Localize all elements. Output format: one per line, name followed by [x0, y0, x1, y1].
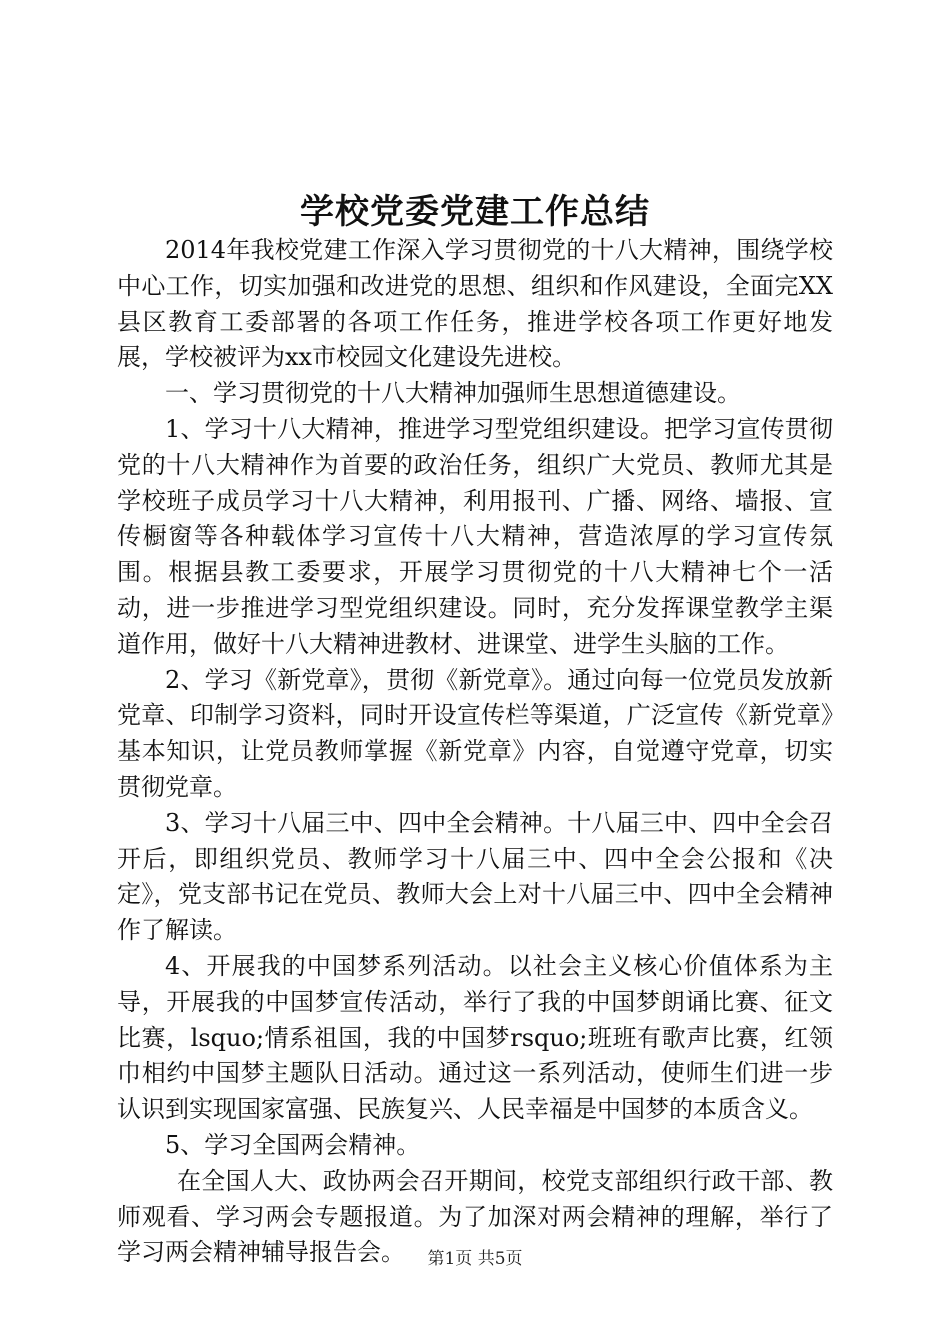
paragraph-item-5-detail: 在全国人大、政协两会召开期间，校党支部组织行政干部、教师观看、学习两会专题报道。为了加深对两会精神的理解，举行了学习两会精神辅导报告会。: [117, 1166, 833, 1267]
paragraph-item-5: 5、学习全国两会精神。: [165, 1130, 421, 1159]
page-number-footer: 第1页 共5页: [427, 1249, 523, 1269]
document-title: 学校党委党建工作总结: [300, 192, 650, 232]
paragraph-item-3: 3、学习十八届三中、四中全会精神。十八届三中、四中全会召开后，即组织党员、教师学习十八届三中、四中全会公报和《决定》，党支部书记在党员、教师大会上对十八届三中、四中全会精神作了解读。: [117, 808, 833, 945]
paragraph-item-2: 2、学习《新党章》，贯彻《新党章》。通过向每一位党员发放新党章、印制学习资料，同时开设宣传栏等渠道，广泛宣传《新党章》基本知识，让党员教师掌握《新党章》内容，自觉遵守党章，切实贯彻党章。: [117, 665, 833, 801]
paragraph-section-heading: 一、学习贯彻党的十八大精神加强师生思想道德建设。: [165, 379, 741, 408]
paragraph-intro: 2014年我校党建工作深入学习贯彻党的十八大精神，围绕学校中心工作，切实加强和改进党的思想、组织和作风建设，全面完XX县区教育工委部署的各项工作任务，推进学校各项工作更好地发展，学校被评为xx市校园文化建设先进校。: [117, 236, 833, 372]
paragraph-item-1: 1、学习十八大精神，推进学习型党组织建设。把学习宣传贯彻党的十八大精神作为首要的政治任务，组织广大党员、教师尤其是学校班子成员学习十八大精神，利用报刊、广播、网络、墙报、宣传橱窗等各种载体学习宣传十八大精神，营造浓厚的学习宣传氛围。根据县教工委要求，开展学习贯彻党的十八大精神七个一活动，进一步推进学习型党组织建设。同时，充分发挥课堂教学主渠道作用，做好十八大精神进教材、进课堂、进学生头脑的工作。: [117, 414, 833, 658]
document-body: [117, 233, 833, 1271]
paragraph-item-4: 4、开展我的中国梦系列活动。以社会主义核心价值体系为主导，开展我的中国梦宣传活动，举行了我的中国梦朗诵比赛、征文比赛，lsquo;情系祖国，我的中国梦rsquo;班班有歌声比赛，红领巾相约中国梦主题队日活动。通过这一系列活动，使师生们进一步认识到实现国家富强、民族复兴、人民幸福是中国梦的本质含义。: [117, 951, 833, 1124]
